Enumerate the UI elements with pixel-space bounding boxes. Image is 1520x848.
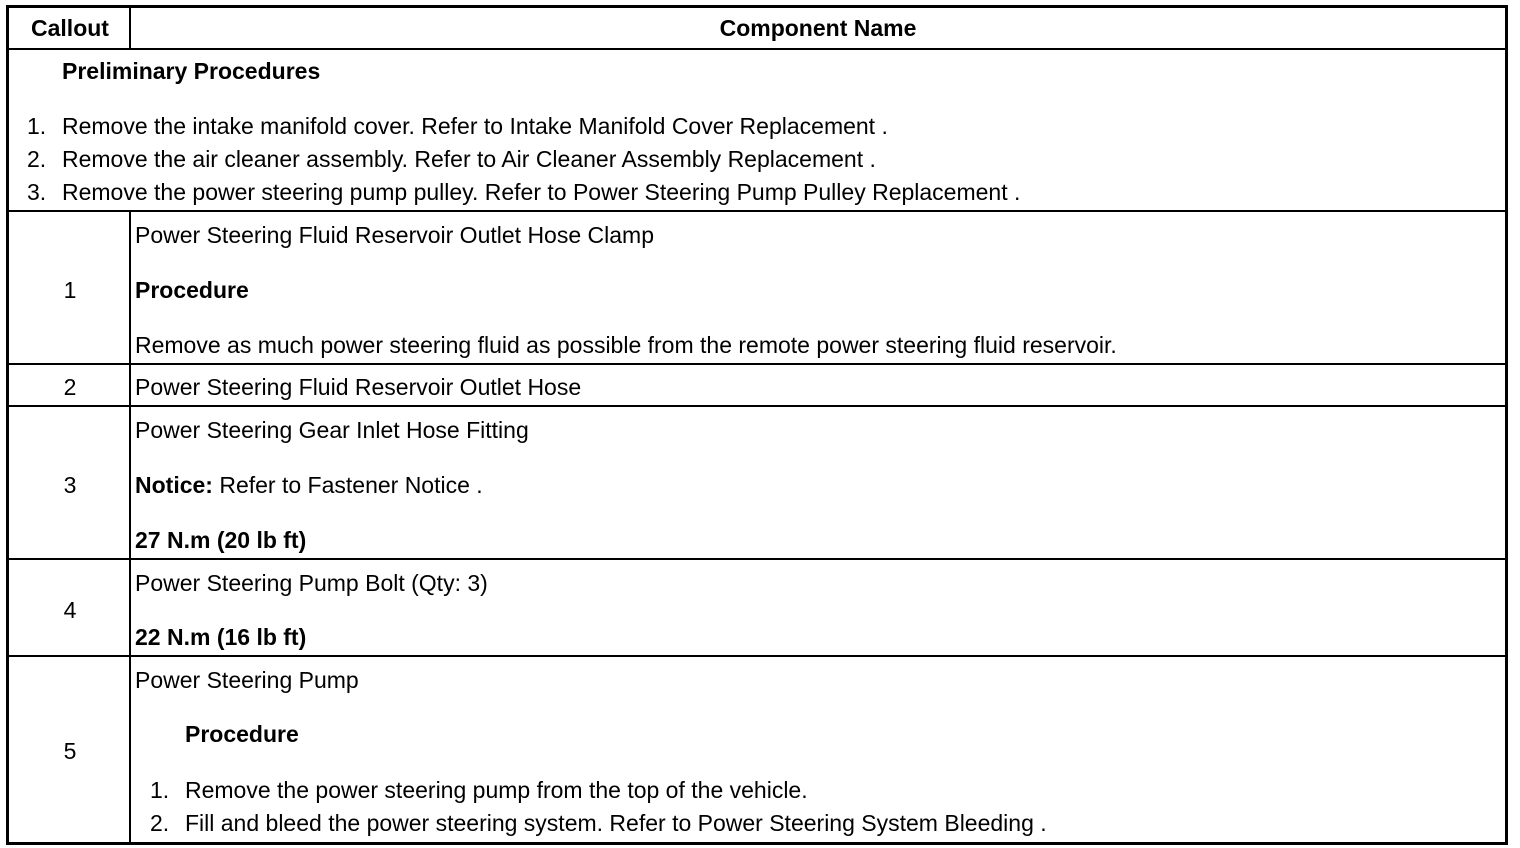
row-divider	[9, 210, 1505, 212]
callout-number: 4	[63, 597, 77, 623]
notice-text: Refer to Fastener Notice .	[212, 472, 483, 498]
callout-number: 1	[63, 277, 77, 303]
step-text: Remove the power steering pump from the top of the vehicle.	[185, 777, 808, 803]
step-text: Remove the air cleaner assembly. Refer to Air Cleaner Assembly Replacement .	[62, 146, 876, 172]
step-number: 3.	[27, 179, 47, 205]
notice	[135, 471, 483, 499]
component-table	[6, 5, 1508, 845]
component-name: Power Steering Fluid Reservoir Outlet Hose	[135, 374, 582, 400]
component-name: Power Steering Pump Bolt (Qty: 3)	[135, 570, 488, 596]
procedure-text: Remove as much power steering fluid as possible from the remote power steering fluid reservoir.	[135, 332, 1117, 358]
notice-label: Notice:	[135, 472, 213, 498]
callout-number: 3	[63, 472, 77, 498]
row-divider	[9, 363, 1505, 365]
callout-number: 2	[63, 374, 77, 400]
step-number: 1.	[150, 777, 170, 803]
header-callout: Callout	[31, 15, 109, 41]
torque-spec: 27 N.m (20 lb ft)	[135, 527, 307, 553]
row-divider	[9, 405, 1505, 407]
component-name: Power Steering Fluid Reservoir Outlet Hose Clamp	[135, 222, 654, 248]
row-divider	[9, 48, 1505, 50]
component-name: Power Steering Pump	[135, 667, 359, 693]
step-number: 1.	[27, 113, 47, 139]
callout-number: 5	[63, 738, 77, 764]
step-number: 2.	[150, 810, 170, 836]
step-number: 2.	[27, 146, 47, 172]
header-component-name: Component Name	[719, 15, 917, 41]
row-divider	[9, 558, 1505, 560]
step-text: Fill and bleed the power steering system. Refer to Power Steering System Bleeding .	[185, 810, 1047, 836]
procedure-label: Procedure	[135, 277, 249, 303]
step-text: Remove the intake manifold cover. Refer to Intake Manifold Cover Replacement .	[62, 113, 888, 139]
preliminary-title: Preliminary Procedures	[62, 58, 321, 84]
component-name: Power Steering Gear Inlet Hose Fitting	[135, 417, 529, 443]
torque-spec: 22 N.m (16 lb ft)	[135, 624, 307, 650]
step-text: Remove the power steering pump pulley. Refer to Power Steering Pump Pulley Replacement .	[62, 179, 1021, 205]
procedure-label: Procedure	[185, 721, 299, 747]
row-divider	[9, 655, 1505, 657]
